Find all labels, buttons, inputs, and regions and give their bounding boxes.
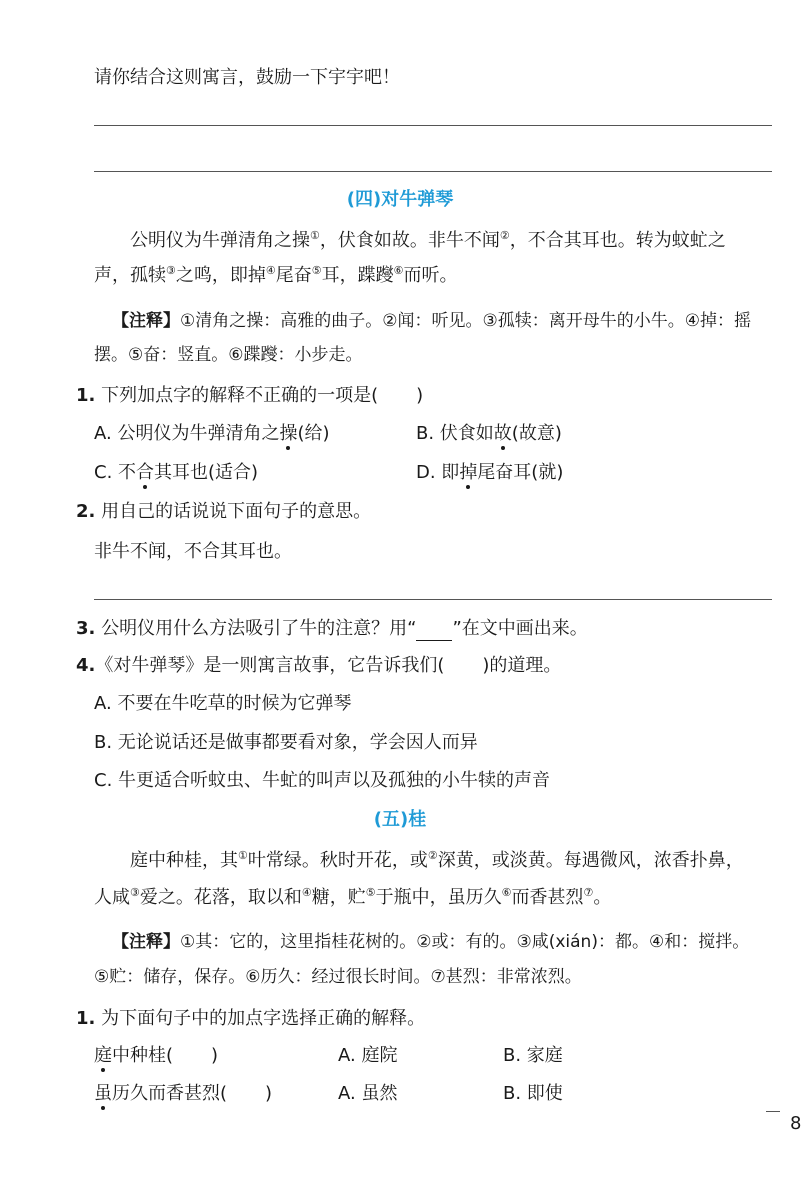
option-b[interactable]: B. 无论说话还是做事都要看对象，学会因人而异	[94, 732, 478, 753]
page-number-dash	[766, 1111, 780, 1112]
question-1: 1. 为下面句子中的加点字选择正确的解释。	[76, 1008, 426, 1029]
option-a[interactable]: A. 公明仪为牛弹清角之操(给)	[94, 423, 330, 444]
passage-line: 庭中种桂，其①叶常绿。秋时开花，或②深黄，或淡黄。每遇微风，浓香扑鼻，	[130, 849, 744, 871]
section-title: (五)桂	[373, 809, 427, 830]
passage-line: 人咸③爱之。花落，取以和④糖，贮⑤于瓶中，虽历久⑥而香甚烈⑦。	[94, 886, 612, 908]
word-row: 庭中种桂( )	[94, 1045, 219, 1066]
intro-prompt: 请你结合这则寓言，鼓励一下宇宇吧！	[94, 67, 400, 88]
option-b[interactable]: B. 即使	[503, 1083, 563, 1104]
question-1: 1. 下列加点字的解释不正确的一项是( )	[76, 385, 424, 406]
note-label: 【注释】	[112, 932, 180, 952]
annotation-line: 摆。⑤奋：竖直。⑥蹀躞：小步走。	[94, 345, 363, 365]
page-number: 8	[790, 1113, 801, 1134]
section-title: (四)对牛弹琴	[346, 189, 454, 210]
passage-line: 声，孤犊③之鸣，即掉④尾奋⑤耳，蹀躞⑥而听。	[94, 264, 458, 286]
word-row: 虽历久而香甚烈( )	[94, 1083, 273, 1104]
option-a[interactable]: A. 庭院	[338, 1045, 398, 1066]
answer-line[interactable]	[94, 599, 772, 600]
quoted-sentence: 非牛不闻，不合其耳也。	[94, 541, 292, 562]
annotation-line: 【注释】①清角之操：高雅的曲子。②闻：听见。③孤犊：离开母牛的小牛。④掉：摇	[112, 311, 751, 331]
option-a[interactable]: A. 虽然	[338, 1083, 398, 1104]
passage-line: 公明仪为牛弹清角之操①，伏食如故。非牛不闻②，不合其耳也。转为蚊虻之	[130, 229, 726, 251]
answer-line[interactable]	[94, 125, 772, 126]
question-4: 4.《对牛弹琴》是一则寓言故事，它告诉我们( )的道理。	[76, 655, 562, 676]
note-label: 【注释】	[112, 311, 180, 331]
option-c[interactable]: C. 不合其耳也(适合)	[94, 462, 259, 483]
option-b[interactable]: B. 伏食如故(故意)	[416, 423, 562, 444]
underline-symbol	[416, 622, 452, 641]
option-c[interactable]: C. 牛更适合听蚊虫、牛虻的叫声以及孤独的小牛犊的声音	[94, 770, 551, 791]
question-3: 3. 公明仪用什么方法吸引了牛的注意？用“ ”在文中画出来。	[76, 618, 588, 639]
question-2: 2. 用自己的话说说下面句子的意思。	[76, 501, 372, 522]
option-b[interactable]: B. 家庭	[503, 1045, 563, 1066]
option-d[interactable]: D. 即掉尾奋耳(就)	[416, 462, 564, 483]
option-a[interactable]: A. 不要在牛吃草的时候为它弹琴	[94, 693, 352, 714]
answer-line[interactable]	[94, 171, 772, 172]
annotation-line: ⑤贮：储存，保存。⑥历久：经过很长时间。⑦甚烈：非常浓烈。	[94, 967, 582, 987]
annotation-line: 【注释】①其：它的，这里指桂花树的。②或：有的。③咸(xián)：都。④和：搅拌。	[112, 932, 750, 952]
